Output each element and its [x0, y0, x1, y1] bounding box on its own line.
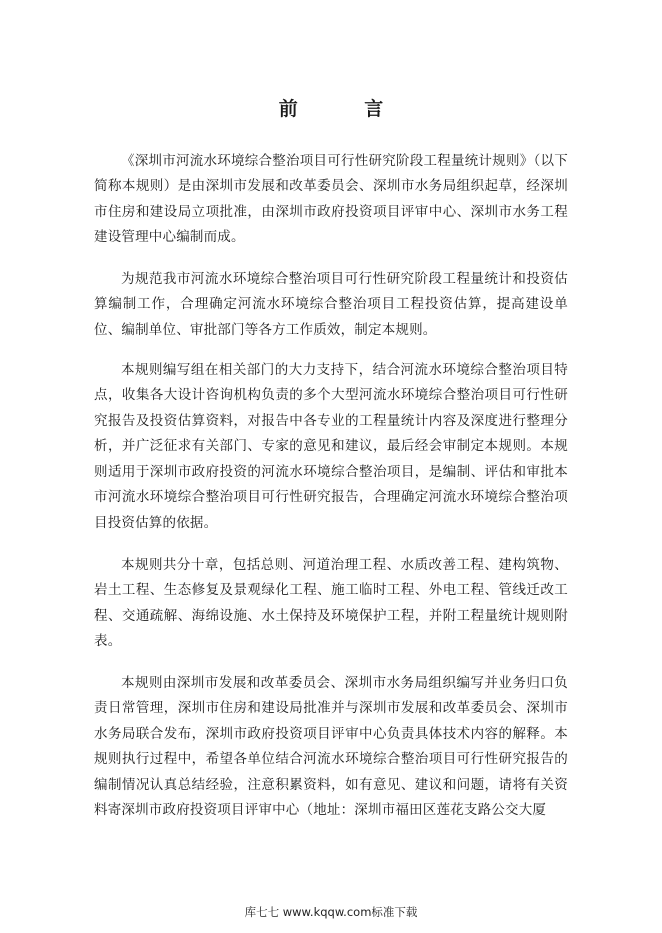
footer-watermark-text: 库七七 www.kqqw.com标准下载: [244, 905, 418, 919]
paragraph-3: 本规则编写组在相关部门的大力支持下，结合河流水环境综合整治项目特点，收集各大设计咨询机构负责的多个大型河流水环境综合整治项目可行性研究报告及投资估算资料，对报告中各专业的工程量统计内容及深度进行整理分析，并广泛征求有关部门、专家的意见和建议，最后经会审制定本规则。本规则适用于深圳市政府投资的河流水环境综合整治项目，是编制、评估和审批本市河流水环境综合整治项目可行性研究报告，合理确定河流水环境综合整治项目投资估算的依据。: [94, 361, 568, 531]
page-title: 前 言: [278, 98, 414, 120]
paragraph-2: 为规范我市河流水环境综合整治项目可行性研究阶段工程量统计和投资估算编制工作，合理确定河流水环境综合整治项目工程投资估算，提高建设单位、编制单位、审批部门等各方工作质效，制定本规则。: [94, 270, 568, 338]
paragraph-5: 本规则由深圳市发展和改革委员会、深圳市水务局组织编写并业务归口负责日常管理，深圳市住房和建设局批准并与深圳市发展和改革委员会、深圳市水务局联合发布，深圳市政府投资项目评审中心负责具体技术内容的解释。本规则执行过程中，希望各单位结合河流水环境综合整治项目可行性研究报告的编制情况认真总结经验，注意积累资料，如有意见、建议和问题，请将有关资料寄深圳市政府投资项目评审中心（地址：深圳市福田区莲花支路公交大厦: [94, 674, 568, 818]
paragraph-4: 本规则共分十章，包括总则、河道治理工程、水质改善工程、建构筑物、岩土工程、生态修复及景观绿化工程、施工临时工程、外电工程、管线迁改工程、交通疏解、海绵设施、水土保持及环境保护工程，并附工程量统计规则附表。: [94, 556, 568, 649]
paragraph-1: 《深圳市河流水环境综合整治项目可行性研究阶段工程量统计规则》（以下简称本规则）是由深圳市发展和改革委员会、深圳市水务局组织起草，经深圳市住房和建设局立项批准，由深圳市政府投资项目评审中心、深圳市水务工程建设管理中心编制而成。: [94, 152, 568, 245]
